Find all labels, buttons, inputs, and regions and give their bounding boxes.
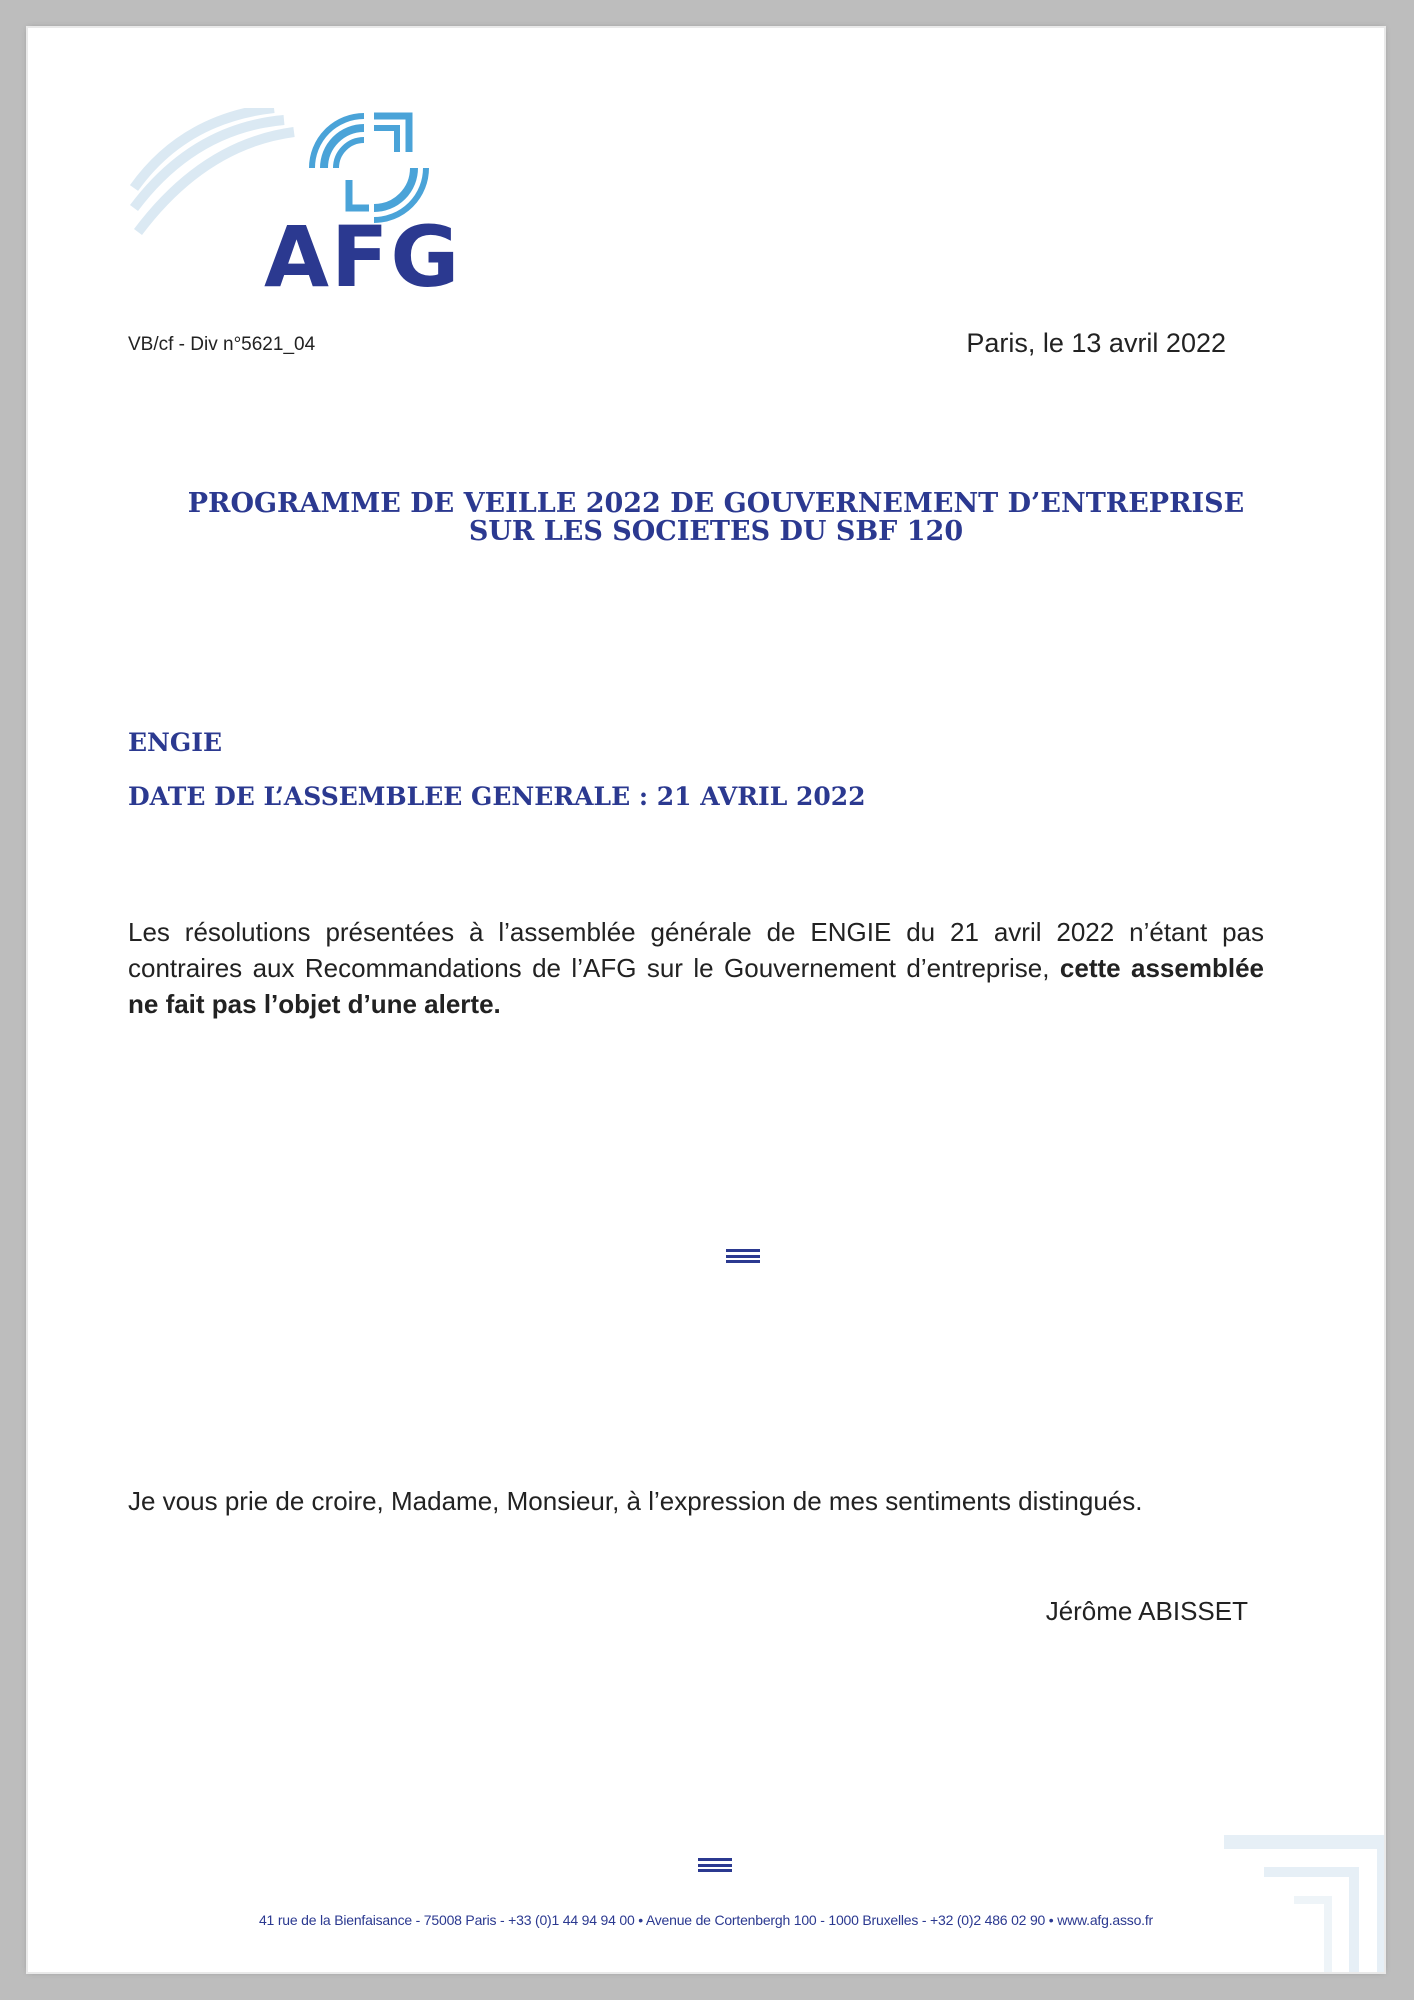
closing-formula: Je vous prie de croire, Madame, Monsieur, à l’expression de mes sentiments distingués. — [128, 1486, 1143, 1516]
signature-name: Jérôme ABISSET — [1045, 1596, 1248, 1626]
agm-date: DATE DE L’ASSEMBLEE GENERALE : 21 AVRIL 2022 — [128, 782, 866, 811]
separator-icon — [726, 1249, 760, 1263]
document-page — [28, 28, 1384, 1972]
title-line-1: PROGRAMME DE VEILLE 2022 DE GOUVERNEMENT D’ENTREPRISE — [187, 488, 1245, 519]
footer-address: 41 rue de la Bienfaisance - 75008 Paris - +33 (0)1 44 94 94 00 • Avenue de Cortenbergh 100 - 1000 Bruxelles - +32 (0)2 486 02 90 • www.afg.asso.fr — [258, 1912, 1154, 1928]
letter-date: Paris, le 13 avril 2022 — [966, 328, 1226, 358]
body-paragraph — [128, 914, 1264, 1022]
body-text: Les résolutions présentées à l’assemblée générale de ENGIE du 21 avril 2022 n’étant pas contraires aux Recommandations de l’AFG sur le Gouvernement d’entreprise, — [128, 917, 1264, 983]
reference-number: VB/cf - Div n°5621_04 — [128, 334, 316, 355]
company-name: ENGIE — [128, 728, 223, 757]
body-bold-text: cette assemblée ne fait pas l’objet d’une alerte. — [128, 953, 1264, 1019]
afg-logo-text: AFG — [264, 208, 462, 306]
footer-decoration-icon — [1204, 1822, 1384, 1972]
document-title — [168, 490, 1264, 546]
afg-emblem-icon — [312, 116, 426, 220]
title-line-2: SUR LES SOCIETES DU SBF 120 — [468, 516, 964, 547]
footer-separator-icon — [698, 1858, 732, 1872]
